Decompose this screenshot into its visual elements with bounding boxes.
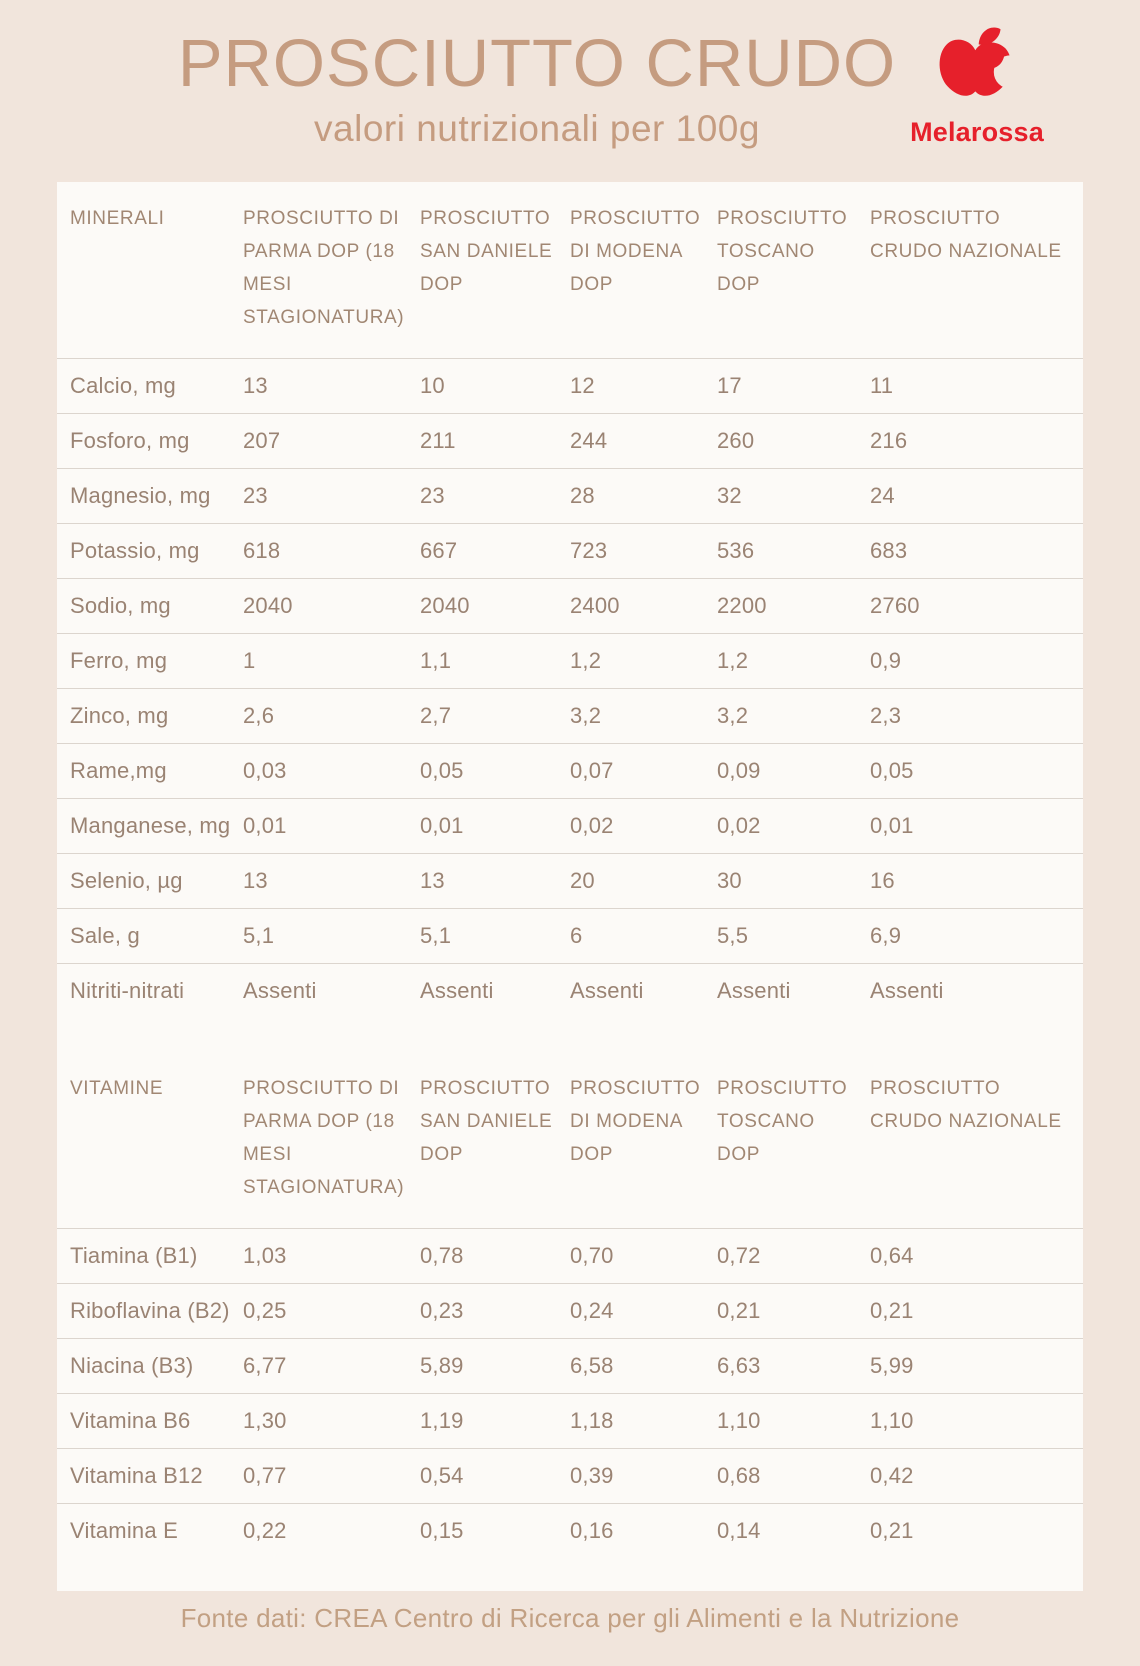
melarossa-logo: [904, 20, 1050, 148]
cell-value: 0,01: [870, 813, 914, 838]
cell-value: 13: [243, 868, 268, 893]
cell-value: 5,99: [870, 1353, 914, 1378]
cell-value: 1,30: [243, 1408, 287, 1433]
cell-value: 11: [870, 373, 894, 398]
row-label: Fosforo, mg: [70, 428, 190, 453]
cell-value: 0,15: [420, 1518, 464, 1543]
cell-value: 667: [420, 538, 458, 563]
cell-value: 0,22: [243, 1518, 287, 1543]
cell-value: 0,16: [570, 1518, 614, 1543]
cell-value: 2760: [870, 593, 920, 618]
cell-value: 0,24: [570, 1298, 614, 1323]
cell-value: 17: [717, 373, 742, 398]
cell-value: 1,2: [570, 648, 602, 673]
column-header: PROSCIUTTO DI MODENA DOP: [570, 1078, 701, 1165]
cell-value: 24: [870, 483, 895, 508]
table-row: [57, 413, 1083, 468]
cell-value: 0,21: [870, 1298, 914, 1323]
cell-value: 0,68: [717, 1463, 761, 1488]
table-row: [57, 1283, 1083, 1338]
cell-value: 0,01: [420, 813, 464, 838]
cell-value: 0,07: [570, 758, 614, 783]
cell-value: 6,9: [870, 923, 902, 948]
row-label: Riboflavina (B2): [70, 1298, 230, 1323]
column-header: PROSCIUTTO DI MODENA DOP: [570, 208, 701, 295]
cell-value: 5,1: [243, 923, 275, 948]
row-label: Rame,mg: [70, 758, 167, 783]
table-row: [57, 468, 1083, 523]
cell-value: 260: [717, 428, 755, 453]
table-row: [57, 908, 1083, 963]
cell-value: 23: [420, 483, 445, 508]
cell-value: 0,64: [870, 1243, 914, 1268]
cell-value: 0,77: [243, 1463, 287, 1488]
cell-value: 5,1: [420, 923, 452, 948]
column-header: PROSCIUTTO SAN DANIELE DOP: [420, 208, 553, 295]
column-header: PROSCIUTTO SAN DANIELE DOP: [420, 1078, 553, 1165]
cell-value: 2400: [570, 593, 620, 618]
cell-value: 1,2: [717, 648, 749, 673]
row-label: Manganese, mg: [70, 813, 231, 838]
cell-value: 1,19: [420, 1408, 464, 1433]
section-heading: VITAMINE: [70, 1078, 164, 1099]
row-label: Magnesio, mg: [70, 483, 211, 508]
cell-value: 723: [570, 538, 608, 563]
row-label: Sale, g: [70, 923, 140, 948]
page-title: PROSCIUTTO CRUDO: [177, 26, 897, 101]
column-headers: [57, 1052, 1083, 1228]
row-label: Selenio, µg: [70, 868, 183, 893]
table-row: [57, 523, 1083, 578]
cell-value: 28: [570, 483, 595, 508]
cell-value: 0,03: [243, 758, 287, 783]
cell-value: 23: [243, 483, 268, 508]
cell-value: 1,10: [717, 1408, 761, 1433]
cell-value: 6: [570, 923, 583, 948]
cell-value: Assenti: [420, 978, 494, 1003]
cell-value: 0,05: [870, 758, 914, 783]
cell-value: 244: [570, 428, 608, 453]
column-header: PROSCIUTTO DI PARMA DOP (18 MESI STAGIONATURA): [243, 208, 405, 328]
section-heading: MINERALI: [70, 208, 165, 229]
cell-value: 618: [243, 538, 281, 563]
table-row: [57, 853, 1083, 908]
cell-value: 1: [243, 648, 256, 673]
cell-value: 0,54: [420, 1463, 464, 1488]
row-label: Potassio, mg: [70, 538, 200, 563]
table-row: [57, 1448, 1083, 1503]
cell-value: 30: [717, 868, 742, 893]
cell-value: Assenti: [243, 978, 317, 1003]
cell-value: 2,3: [870, 703, 902, 728]
cell-value: 0,21: [870, 1518, 914, 1543]
row-label: Zinco, mg: [70, 703, 169, 728]
cell-value: 5,89: [420, 1353, 464, 1378]
cell-value: 2040: [420, 593, 470, 618]
row-label: Tiamina (B1): [70, 1243, 198, 1268]
table-row: [57, 1228, 1083, 1283]
cell-value: 0,78: [420, 1243, 464, 1268]
brand-name: Melarossa: [910, 117, 1044, 147]
header: [0, 0, 1140, 182]
cell-value: 3,2: [570, 703, 602, 728]
row-label: Calcio, mg: [70, 373, 176, 398]
cell-value: 32: [717, 483, 742, 508]
cell-value: 216: [870, 428, 908, 453]
cell-value: 20: [570, 868, 595, 893]
cell-value: 0,01: [243, 813, 287, 838]
cell-value: 0,05: [420, 758, 464, 783]
cell-value: 0,14: [717, 1518, 761, 1543]
cell-value: 6,58: [570, 1353, 614, 1378]
cell-value: 683: [870, 538, 908, 563]
table-row: [57, 963, 1083, 1018]
cell-value: 13: [420, 868, 445, 893]
row-label: Vitamina E: [70, 1518, 178, 1543]
cell-value: Assenti: [717, 978, 791, 1003]
cell-value: 2040: [243, 593, 293, 618]
cell-value: 0,72: [717, 1243, 761, 1268]
cell-value: 0,21: [717, 1298, 761, 1323]
cell-value: 0,23: [420, 1298, 464, 1323]
cell-value: 1,18: [570, 1408, 614, 1433]
table-row: [57, 1393, 1083, 1448]
cell-value: 207: [243, 428, 281, 453]
table-row: [57, 688, 1083, 743]
nutrition-table: [57, 182, 1083, 1591]
table-row: [57, 358, 1083, 413]
row-label: Nitriti-nitrati: [70, 978, 185, 1003]
column-header: PROSCIUTTO TOSCANO DOP: [717, 208, 848, 295]
cell-value: 1,1: [420, 648, 452, 673]
cell-value: 0,9: [870, 648, 902, 673]
section-rows: [57, 1228, 1083, 1558]
footer: [0, 1603, 1140, 1634]
cell-value: Assenti: [870, 978, 944, 1003]
table-row: [57, 1503, 1083, 1558]
page-subtitle: valori nutrizionali per 100g: [314, 108, 760, 149]
cell-value: 536: [717, 538, 755, 563]
apple-icon: [935, 20, 1019, 114]
cell-value: 1,10: [870, 1408, 914, 1433]
table-row: [57, 578, 1083, 633]
table-row: [57, 798, 1083, 853]
cell-value: 0,02: [570, 813, 614, 838]
table-section: [57, 1052, 1083, 1558]
column-header: PROSCIUTTO DI PARMA DOP (18 MESI STAGIONATURA): [243, 1078, 405, 1198]
table-section: [57, 182, 1083, 1018]
section-rows: [57, 358, 1083, 1018]
cell-value: 211: [420, 428, 456, 453]
column-headers: [57, 182, 1083, 358]
cell-value: 1,03: [243, 1243, 287, 1268]
cell-value: 0,09: [717, 758, 761, 783]
cell-value: 6,63: [717, 1353, 761, 1378]
cell-value: 5,5: [717, 923, 749, 948]
column-header: PROSCIUTTO TOSCANO DOP: [717, 1078, 848, 1165]
cell-value: 0,42: [870, 1463, 914, 1488]
row-label: Vitamina B6: [70, 1408, 191, 1433]
cell-value: 3,2: [717, 703, 749, 728]
cell-value: 6,77: [243, 1353, 287, 1378]
cell-value: 10: [420, 373, 445, 398]
row-label: Niacina (B3): [70, 1353, 194, 1378]
cell-value: 12: [570, 373, 595, 398]
table-row: [57, 1338, 1083, 1393]
cell-value: 2200: [717, 593, 767, 618]
cell-value: 0,02: [717, 813, 761, 838]
column-header: PROSCIUTTO CRUDO NAZIONALE: [870, 208, 1062, 262]
row-label: Vitamina B12: [70, 1463, 203, 1488]
row-label: Sodio, mg: [70, 593, 171, 618]
table-row: [57, 743, 1083, 798]
cell-value: 0,70: [570, 1243, 614, 1268]
cell-value: 0,25: [243, 1298, 287, 1323]
cell-value: Assenti: [570, 978, 644, 1003]
cell-value: 2,7: [420, 703, 452, 728]
cell-value: 0,39: [570, 1463, 614, 1488]
row-label: Ferro, mg: [70, 648, 168, 673]
cell-value: 2,6: [243, 703, 275, 728]
cell-value: 16: [870, 868, 895, 893]
footer-source: Fonte dati: CREA Centro di Ricerca per gli Alimenti e la Nutrizione: [180, 1603, 960, 1633]
column-header: PROSCIUTTO CRUDO NAZIONALE: [870, 1078, 1062, 1132]
cell-value: 13: [243, 373, 268, 398]
table-row: [57, 633, 1083, 688]
